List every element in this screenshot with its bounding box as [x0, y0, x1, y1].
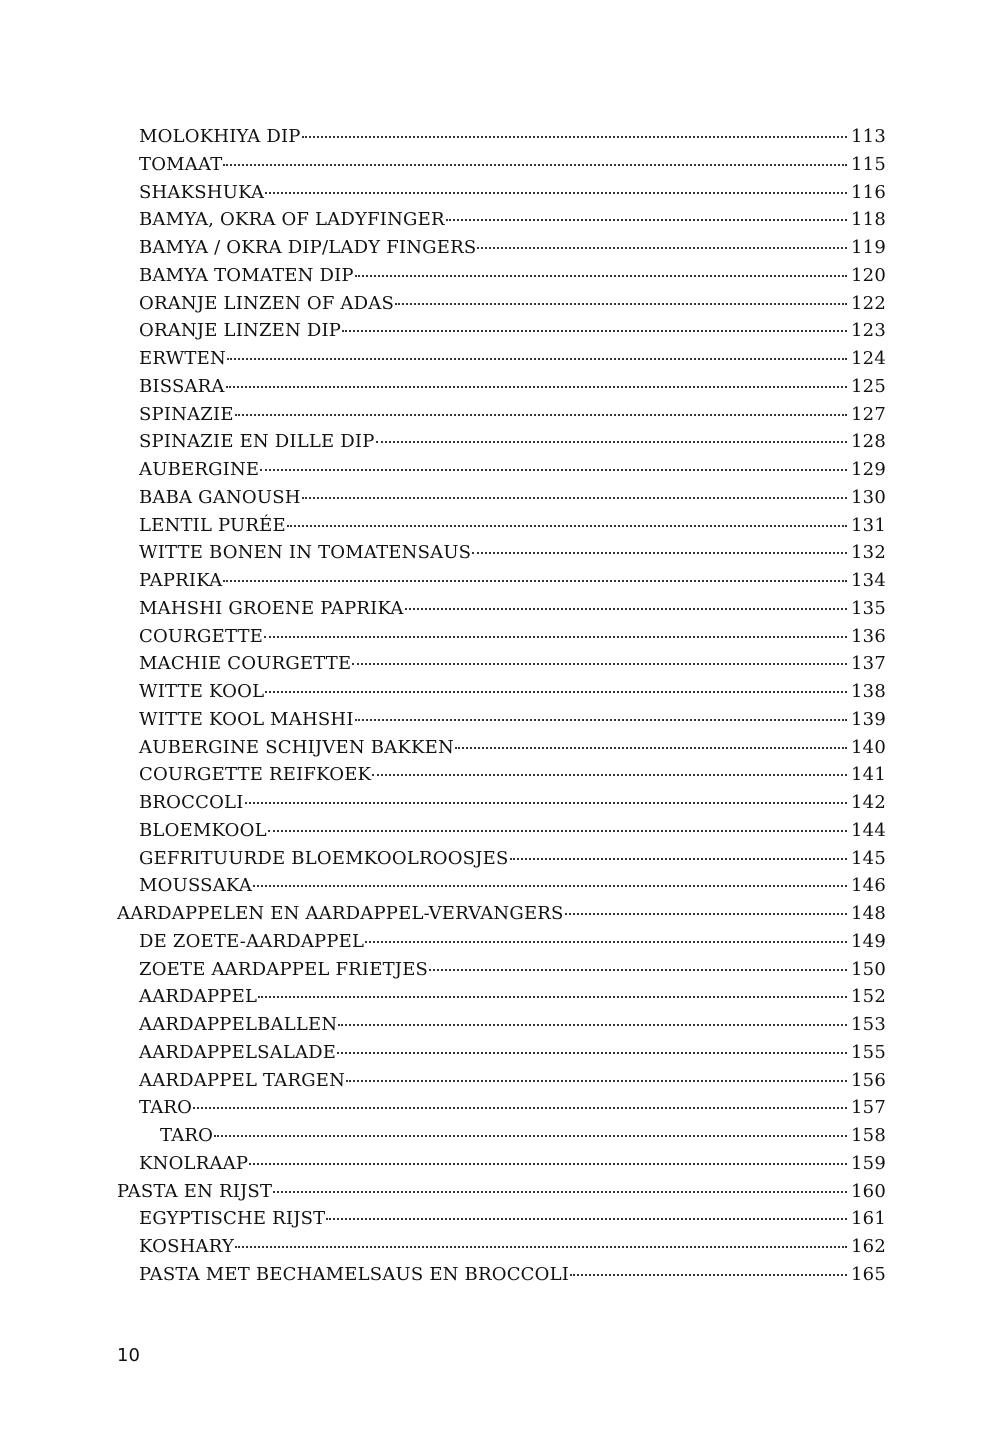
- toc-entry[interactable]: [0, 1208, 997, 1236]
- toc-entry-label: AARDAPPELEN EN AARDAPPEL-VERVANGERS: [117, 903, 564, 924]
- toc-entry[interactable]: [0, 709, 997, 737]
- toc-entry[interactable]: [0, 1153, 997, 1181]
- dot-leader: [342, 330, 847, 332]
- toc-entry-page-number: 130: [851, 486, 886, 508]
- toc-entry-page-number: 156: [851, 1069, 886, 1091]
- toc-entry-label: TARO: [139, 1097, 193, 1119]
- toc-entry-label: AUBERGINE: [139, 459, 260, 480]
- toc-entry-page-number: 138: [851, 681, 886, 702]
- toc-entry-label: WITTE BONEN IN TOMATENSAUS: [139, 542, 472, 564]
- dot-leader: [258, 996, 847, 998]
- toc-entry[interactable]: [0, 931, 997, 959]
- dot-leader: [265, 691, 847, 693]
- toc-entry-page-number: 118: [851, 209, 886, 231]
- toc-entry-label: AARDAPPEL: [139, 986, 258, 1008]
- dot-leader: [260, 469, 847, 471]
- toc-entry-label: COURGETTE: [139, 625, 264, 647]
- toc-entry-page-number: 120: [851, 264, 886, 286]
- toc-entry-label: KNOLRAAP: [139, 1152, 249, 1174]
- toc-entry-label: DE ZOETE-AARDAPPEL: [139, 930, 365, 952]
- toc-entry-label: SPINAZIE EN DILLE DIP: [139, 431, 375, 453]
- toc-entry[interactable]: [0, 1236, 997, 1264]
- toc-entry-page-number: 153: [851, 1014, 886, 1035]
- toc-entry[interactable]: [0, 1097, 997, 1125]
- toc-entry-label: BISSARA: [139, 375, 225, 397]
- dot-leader: [302, 136, 847, 138]
- dot-leader: [346, 1080, 847, 1082]
- dot-leader: [235, 414, 847, 416]
- toc-entry-label: MACHIE COURGETTE: [139, 653, 352, 675]
- toc-entry-label: MOUSSAKA: [139, 875, 253, 897]
- dot-leader: [565, 913, 847, 915]
- toc-entry[interactable]: [0, 154, 997, 182]
- dot-leader: [355, 719, 847, 721]
- toc-entry-page-number: 119: [851, 237, 886, 258]
- toc-entry-label: PASTA MET BECHAMELSAUS EN BROCCOLI: [139, 1263, 570, 1285]
- dot-leader: [376, 441, 847, 443]
- toc-entry-page-number: 124: [851, 348, 886, 369]
- toc-entry[interactable]: [0, 598, 997, 626]
- toc-entry[interactable]: [0, 653, 997, 681]
- toc-entry-page-number: 162: [851, 1236, 886, 1257]
- toc-entry-label: EGYPTISCHE RIJST: [139, 1208, 326, 1230]
- toc-entry-page-number: 122: [851, 292, 886, 314]
- toc-entry-page-number: 149: [851, 930, 886, 952]
- toc-entry[interactable]: [0, 182, 997, 210]
- toc-entry-page-number: 146: [851, 875, 886, 897]
- toc-entry-page-number: 127: [851, 403, 886, 425]
- toc-entry[interactable]: [0, 265, 997, 293]
- dot-leader: [326, 1218, 847, 1220]
- toc-entry-label: KOSHARY: [139, 1236, 235, 1257]
- toc-entry[interactable]: [0, 570, 997, 598]
- toc-entry-page-number: 137: [851, 653, 886, 675]
- toc-entry-label: BABA GANOUSH: [139, 486, 301, 508]
- toc-entry-label: PASTA EN RIJST: [117, 1180, 273, 1202]
- dot-leader: [268, 830, 847, 832]
- toc-entry[interactable]: [0, 1181, 997, 1209]
- dot-leader: [235, 1246, 847, 1248]
- toc-entry-page-number: 139: [851, 708, 886, 730]
- toc-entry-label: GEFRITUURDE BLOEMKOOLROOSJES: [139, 847, 509, 869]
- toc-entry-page-number: 142: [851, 792, 886, 813]
- toc-entry[interactable]: [0, 404, 997, 432]
- toc-entry-label: ZOETE AARDAPPEL FRIETJES: [139, 958, 429, 980]
- dot-leader: [570, 1274, 847, 1276]
- toc-entry[interactable]: [0, 126, 997, 154]
- toc-entry-page-number: 123: [851, 320, 886, 342]
- toc-entry-label: SHAKSHUKA: [139, 181, 265, 203]
- toc-entry-label: ERWTEN: [139, 348, 226, 369]
- toc-entry-label: AARDAPPELSALADE: [139, 1041, 337, 1063]
- page-number: 10: [117, 1345, 140, 1366]
- toc-entry-label: MOLOKHIYA DIP: [139, 126, 301, 147]
- dot-leader: [226, 386, 847, 388]
- dot-leader: [352, 663, 847, 665]
- dot-leader: [302, 497, 847, 499]
- toc-entry-page-number: 152: [851, 986, 886, 1008]
- dot-leader: [253, 885, 847, 887]
- toc-entry[interactable]: [0, 626, 997, 654]
- dot-leader: [227, 358, 847, 360]
- dot-leader: [455, 747, 847, 749]
- toc-entry[interactable]: [0, 792, 997, 820]
- toc-entry[interactable]: [0, 986, 997, 1014]
- dot-leader: [193, 1107, 847, 1109]
- toc-entry-label: BLOEMKOOL: [139, 819, 267, 841]
- toc-entry[interactable]: [0, 737, 997, 765]
- toc-entry[interactable]: [0, 1042, 997, 1070]
- toc-entry[interactable]: [0, 459, 997, 487]
- toc-entry[interactable]: [0, 1264, 997, 1292]
- toc-entry-page-number: 116: [851, 181, 886, 203]
- toc-entry[interactable]: [0, 1070, 997, 1098]
- toc-entry-page-number: 131: [851, 514, 886, 536]
- toc-entry-label: AUBERGINE SCHIJVEN BAKKEN: [139, 736, 454, 758]
- dot-leader: [429, 969, 847, 971]
- dot-leader: [372, 774, 847, 776]
- toc-entry-page-number: 135: [851, 597, 886, 619]
- toc-entry[interactable]: [0, 903, 997, 931]
- dot-leader: [214, 1135, 847, 1137]
- dot-leader: [405, 608, 847, 610]
- toc-entry-page-number: 141: [851, 764, 886, 786]
- toc-entry[interactable]: [0, 487, 997, 515]
- toc-entry-page-number: 140: [851, 736, 886, 758]
- toc-entry-page-number: 125: [851, 375, 886, 397]
- toc-entry[interactable]: [0, 348, 997, 376]
- toc-entry-page-number: 113: [851, 126, 886, 147]
- toc-entry-label: BROCCOLI: [139, 792, 244, 813]
- toc-entry-label: ORANJE LINZEN DIP: [139, 320, 342, 342]
- toc-entry-page-number: 136: [851, 625, 886, 647]
- dot-leader: [365, 941, 847, 943]
- toc-entry[interactable]: [0, 293, 997, 321]
- toc-entry[interactable]: [0, 820, 997, 848]
- toc-entry[interactable]: [0, 959, 997, 987]
- dot-leader: [245, 802, 847, 804]
- dot-leader: [355, 275, 847, 277]
- dot-leader: [273, 1191, 847, 1193]
- dot-leader: [337, 1052, 847, 1054]
- toc-entry-page-number: 158: [851, 1125, 886, 1146]
- dot-leader: [249, 1163, 847, 1165]
- toc-entry-label: PAPRIKA: [139, 570, 223, 591]
- toc-entry[interactable]: [0, 237, 997, 265]
- toc-entry-page-number: 161: [851, 1208, 886, 1230]
- toc-entry-label: LENTIL PURÉE: [139, 514, 286, 536]
- toc-entry[interactable]: [0, 875, 997, 903]
- toc-entry[interactable]: [0, 848, 997, 876]
- toc-entry-page-number: 160: [851, 1180, 886, 1202]
- toc-entry-label: SPINAZIE: [139, 403, 234, 425]
- toc-entry-label: WITTE KOOL MAHSHI: [139, 708, 354, 730]
- toc-entry-label: TOMAAT: [139, 153, 223, 175]
- toc-entry-page-number: 165: [851, 1263, 886, 1285]
- toc-entry-page-number: 155: [851, 1041, 886, 1063]
- toc-entry-label: BAMYA, OKRA OF LADYFINGER: [139, 209, 445, 231]
- toc-entry-page-number: 128: [851, 431, 886, 453]
- toc-entry[interactable]: [0, 542, 997, 570]
- toc-entry[interactable]: [0, 431, 997, 459]
- toc-entry-label: WITTE KOOL: [139, 681, 265, 702]
- toc-entry[interactable]: [0, 1014, 997, 1042]
- dot-leader: [265, 192, 847, 194]
- toc-entry-page-number: 159: [851, 1152, 886, 1174]
- toc-entry[interactable]: [0, 515, 997, 543]
- toc-entry[interactable]: [0, 320, 997, 348]
- dot-leader: [446, 219, 847, 221]
- toc-entry[interactable]: [0, 209, 997, 237]
- toc-entry-label: BAMYA TOMATEN DIP: [139, 264, 354, 286]
- toc-entry[interactable]: [0, 764, 997, 792]
- dot-leader: [472, 552, 847, 554]
- table-of-contents: [0, 126, 997, 1292]
- dot-leader: [477, 247, 847, 249]
- toc-entry-page-number: 150: [851, 958, 886, 980]
- toc-entry-label: MAHSHI GROENE PAPRIKA: [139, 597, 404, 619]
- toc-entry[interactable]: [0, 681, 997, 709]
- dot-leader: [287, 525, 847, 527]
- toc-entry-page-number: 157: [851, 1097, 886, 1119]
- dot-leader: [264, 636, 847, 638]
- dot-leader: [223, 164, 847, 166]
- toc-entry[interactable]: [0, 1125, 997, 1153]
- toc-entry-label: AARDAPPEL TARGEN: [139, 1069, 346, 1091]
- dot-leader: [223, 580, 847, 582]
- toc-entry-label: COURGETTE REIFKOEK: [139, 764, 372, 786]
- toc-entry-label: AARDAPPELBALLEN: [139, 1014, 338, 1035]
- toc-entry-page-number: 129: [851, 459, 886, 480]
- dot-leader: [338, 1024, 847, 1026]
- toc-entry-page-number: 144: [851, 819, 886, 841]
- toc-entry-page-number: 145: [851, 847, 886, 869]
- toc-entry-page-number: 148: [851, 903, 886, 924]
- toc-entry-page-number: 132: [851, 542, 886, 564]
- dot-leader: [510, 858, 848, 860]
- toc-entry-label: TARO: [160, 1125, 214, 1146]
- toc-entry[interactable]: [0, 376, 997, 404]
- toc-entry-label: ORANJE LINZEN OF ADAS: [139, 292, 394, 314]
- toc-entry-label: BAMYA / OKRA DIP/LADY FINGERS: [139, 237, 477, 258]
- dot-leader: [395, 303, 847, 305]
- toc-entry-page-number: 134: [851, 570, 886, 591]
- toc-entry-page-number: 115: [851, 153, 886, 175]
